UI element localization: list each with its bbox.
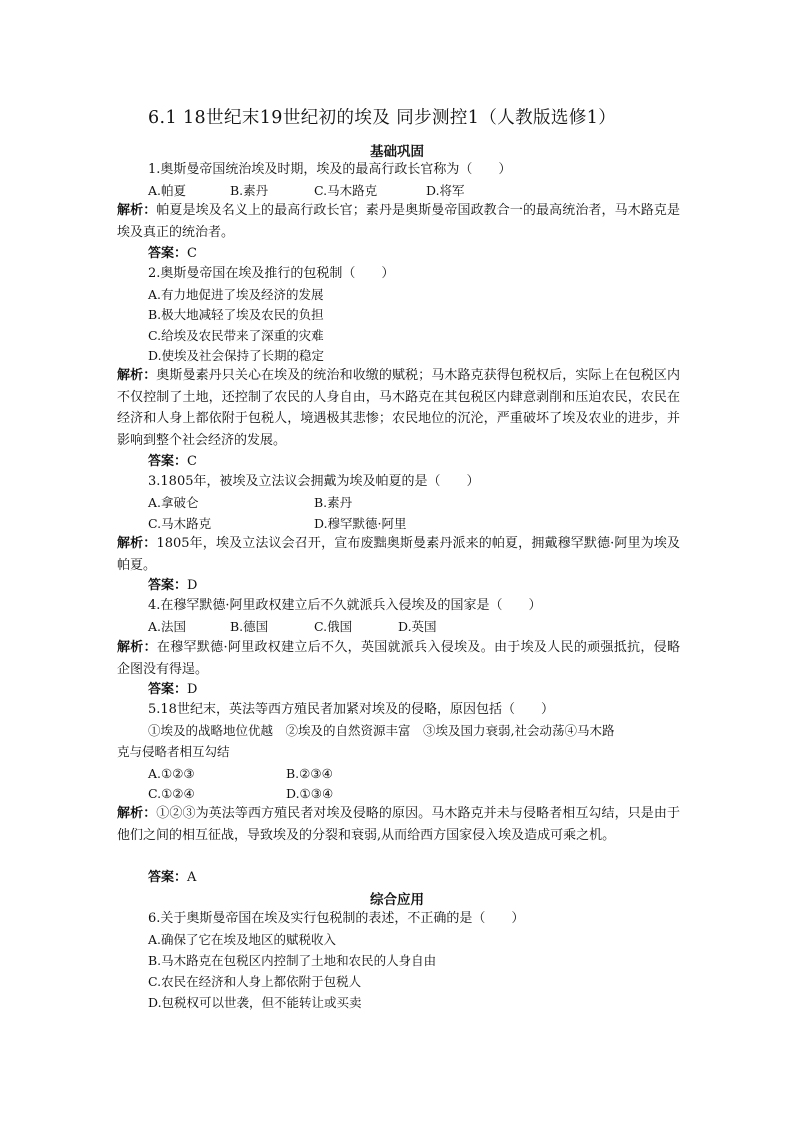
question-5-option-d: D.①③④ [286,786,334,801]
question-6-option-a: A.确保了它在埃及地区的赋税收入 [148,932,337,947]
question-5-option-c: C.①②④ [148,786,195,801]
question-3-option-c: C.马木路克 [148,516,212,531]
question-2-option-b: B.极大地减轻了埃及农民的负担 [148,307,324,322]
question-3-answer: 答案：D [148,578,198,593]
analysis-label: 解析： [117,203,157,218]
document-title: 6.1 18世纪末19世纪初的埃及 同步测控1（人教版选修1） [148,108,617,128]
question-2-option-d: D.使埃及社会保持了长期的稳定 [148,348,325,363]
question-6-option-d: D.包税权可以世袭，但不能转让或买卖 [148,995,362,1010]
question-6-option-c: C.农民在经济和人身上都依附于包税人 [148,974,362,989]
question-6-stem: 6.关于奥斯曼帝国在埃及实行包税制的表述，不正确的是（ ） [148,911,525,926]
question-4-option-d: D.英国 [398,619,437,634]
question-2-option-c: C.给埃及农民带来了深重的灾难 [148,328,324,343]
section-heading-basic: 基础巩固 [370,144,424,160]
question-1-stem: 1.奥斯曼帝国统治埃及时期，埃及的最高行政长官称为（ ） [148,162,512,177]
question-2-stem: 2.奥斯曼帝国在埃及推行的包税制（ ） [148,266,395,281]
question-5-analysis: 解析：①②③为英法等西方殖民者对埃及侵略的原因。马木路克并未与侵略者相互勾结，只是由于他们之间的相互征战，导致埃及的分裂和衰弱,从而给西方国家侵入埃及造成可乘之机。 [117,806,680,843]
question-3-stem: 3.1805年，被埃及立法议会拥戴为埃及帕夏的是（ ） [148,474,480,489]
question-5-items-line1: ①埃及的战略地位优越 ②埃及的自然资源丰富 ③埃及国力衰弱,社会动荡④马木路 [148,723,615,738]
question-2-analysis: 解析：奥斯曼素丹只关心在埃及的统治和收缴的赋税；马木路克获得包税权后，实际上在包税区内不仅控制了土地，还控制了农民的人身自由，马木路克在其包税区内肆意剥削和压迫农民，农民在经济和人身上都依附于包税人，境遇极其悲惨；农民地位的沉沦，严重破坏了埃及农业的进步，并影响到整个社会经济的发展。 [117,368,680,448]
question-3-option-b: B.素丹 [314,495,353,510]
question-4-stem: 4.在穆罕默德·阿里政权建立后不久就派兵入侵埃及的国家是（ ） [148,598,542,613]
question-5-stem: 5.18世纪末，英法等西方殖民者加紧对埃及的侵略，原因包括（ ） [148,702,554,717]
question-1-option-b: B.素丹 [230,183,269,198]
question-1-analysis: 解析：帕夏是埃及名义上的最高行政长官；素丹是奥斯曼帝国政教合一的最高统治者，马木路克是埃及真正的统治者。 [117,203,680,240]
question-1-option-a: A.帕夏 [148,183,187,198]
question-5-option-b: B.②③④ [286,766,333,781]
question-3-analysis: 解析：1805年，埃及立法议会召开，宣布废黜奥斯曼素丹派来的帕夏，拥戴穆罕默德·阿里为埃及帕夏。 [117,536,680,573]
question-2-answer: 答案：C [148,454,197,469]
question-4-option-c: C.俄国 [314,619,353,634]
question-1-option-c: C.马木路克 [314,183,378,198]
question-5-items-line2: 克与侵略者相互勾结 [117,744,230,759]
question-4-option-b: B.德国 [230,619,269,634]
question-6-option-b: B.马木路克在包税区内控制了土地和农民的人身自由 [148,953,437,968]
question-2-option-a: A.有力地促进了埃及经济的发展 [148,287,324,302]
question-4-answer: 答案：D [148,682,198,697]
section-heading-comprehensive: 综合应用 [370,892,424,908]
question-3-option-d: D.穆罕默德·阿里 [314,516,407,531]
question-1-answer: 答案：C [148,246,197,261]
question-4-analysis: 解析：在穆罕默德·阿里政权建立后不久，英国就派兵入侵埃及。由于埃及人民的顽强抵抗，侵略企图没有得逞。 [117,640,680,677]
question-4-option-a: A.法国 [148,619,187,634]
question-3-option-a: A.拿破仑 [148,495,199,510]
question-1-option-d: D.将军 [426,183,465,198]
question-5-answer: 答案：A [148,870,197,885]
question-5-option-a: A.①②③ [148,766,195,781]
